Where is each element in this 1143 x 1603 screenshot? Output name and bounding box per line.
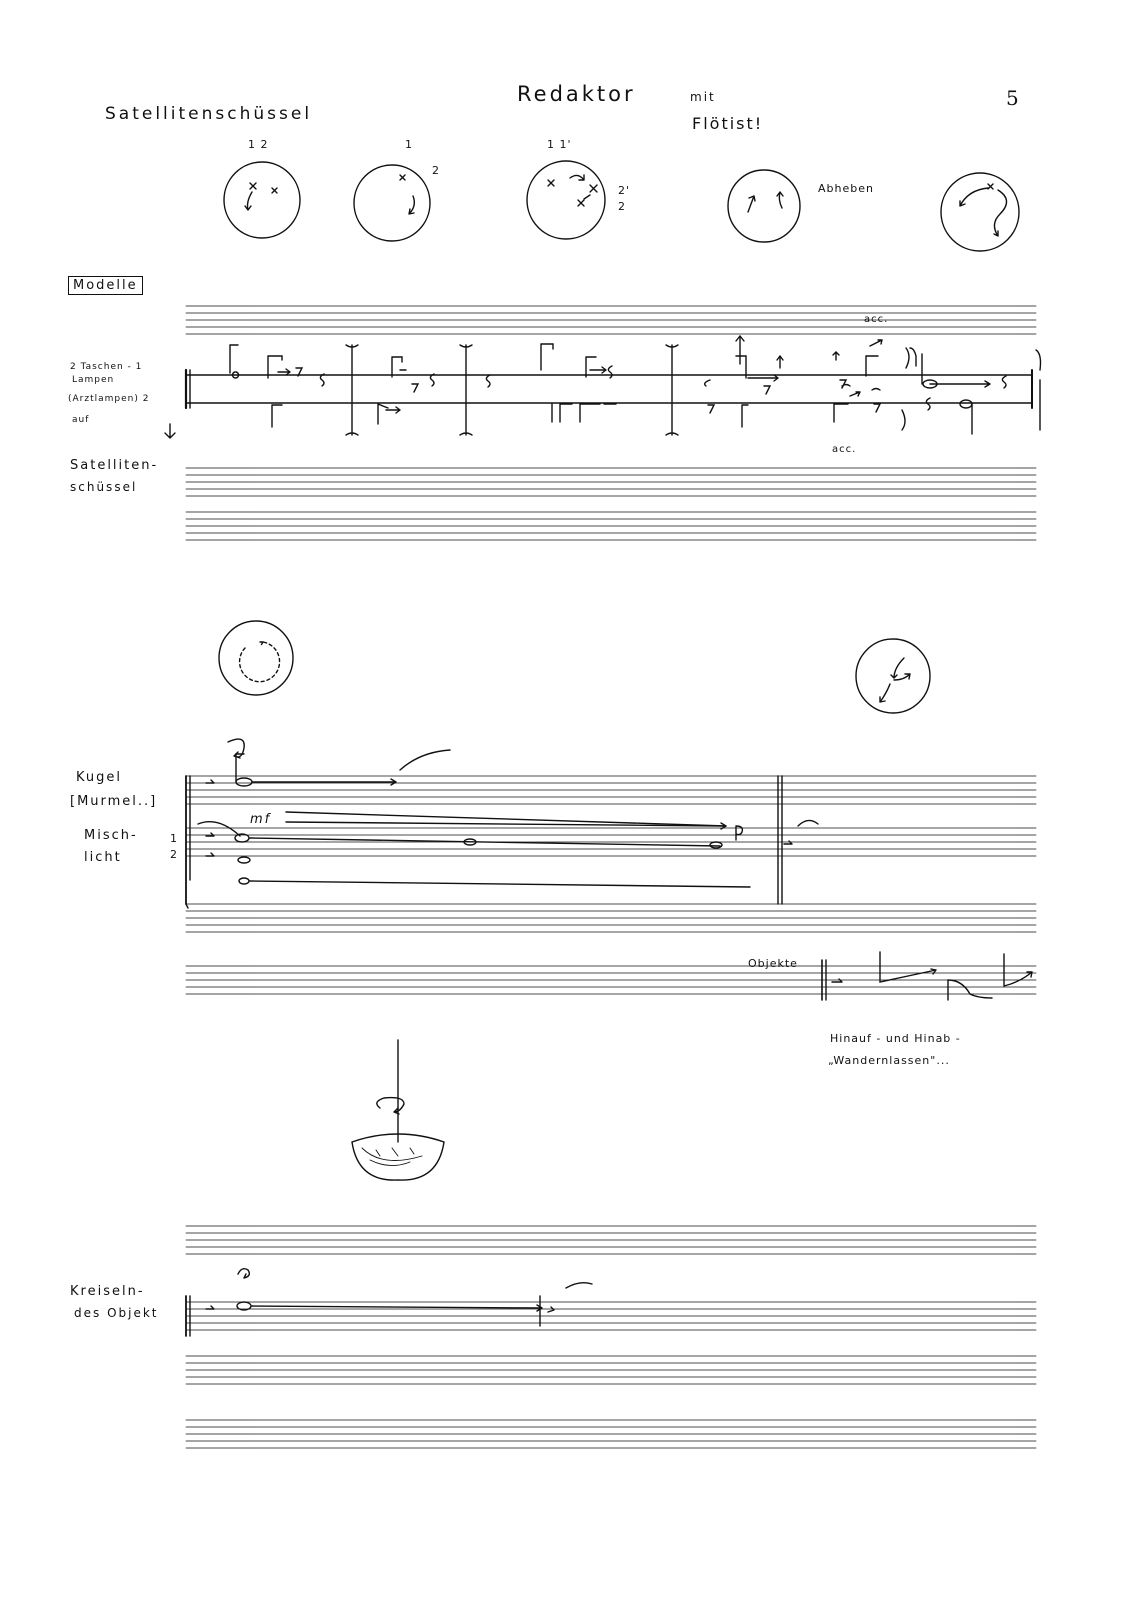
mischlicht-num2: 2 [170, 848, 178, 861]
system1-staff-bottom [186, 468, 1036, 496]
page-title: Redaktor [517, 82, 636, 106]
diagram-circle-1 [224, 162, 300, 238]
circle2-number-a: 1 [405, 138, 413, 151]
circle3-numbers: 1 1' [547, 138, 572, 151]
system2-staff-top [186, 776, 1036, 804]
system4-staff-top [186, 1226, 1036, 1254]
abheben-label: Abheben [818, 182, 874, 195]
diagram-circle-6 [219, 621, 293, 695]
system4-staff-low [186, 1356, 1036, 1384]
label-arztlampen: (Arztlampen) 2 [68, 394, 150, 404]
objekte-label: Objekte [748, 957, 798, 970]
system2-staff-mid [186, 828, 1036, 856]
instruction-line1: Hinauf - und Hinab - [830, 1032, 961, 1045]
diagram-circle-7 [856, 639, 930, 713]
note-mit: mit [690, 90, 716, 104]
circle1-numbers: 1 2 [248, 138, 269, 151]
system3-notes [822, 952, 1032, 1000]
label-satelliten: Satelliten- [70, 458, 159, 473]
system1-notes [230, 336, 1006, 435]
circle3-side-a: 2' [618, 184, 631, 197]
label-lampen: Lampen [72, 375, 115, 385]
label-taschen: 2 Taschen - 1 [70, 362, 143, 372]
section-label: Satellitenschüssel [105, 104, 313, 124]
label-kugel: Kugel [76, 770, 122, 785]
system4-staff-bottom [186, 1420, 1036, 1448]
note-floetist: Flötist! [692, 114, 764, 133]
system1-percussion-lines [165, 350, 1041, 438]
label-schuessel: schüssel [70, 480, 138, 494]
label-misch: Misch- [84, 828, 138, 843]
label-murmel: [Murmel..] [70, 794, 158, 809]
diagram-circle-4 [728, 170, 800, 242]
mischlicht-num1: 1 [170, 832, 178, 845]
label-kreiseln: Kreiseln- [70, 1284, 145, 1299]
system2-notes [186, 739, 818, 908]
system2-staff-bottom [186, 904, 1036, 932]
diagram-circle-2 [354, 165, 430, 241]
system1-staff-lower [186, 512, 1036, 540]
modelle-box: Modelle [68, 276, 143, 295]
system1-staff-top [186, 306, 1036, 334]
circle2-number-b: 2 [432, 164, 440, 177]
dynamic-mf: mf [250, 812, 272, 827]
label-des-objekt: des Objekt [74, 1306, 159, 1320]
acc-top: acc. [864, 314, 889, 325]
system3-staff [186, 966, 1036, 994]
page-number: 5 [1006, 86, 1019, 110]
diagram-circle-3 [527, 161, 605, 239]
circle3-side-b: 2 [618, 200, 626, 213]
diagram-circle-5 [941, 173, 1019, 251]
spinning-top-drawing [352, 1040, 444, 1180]
acc-bottom: acc. [832, 444, 857, 455]
instruction-line2: „Wandernlassen"... [828, 1054, 950, 1067]
label-licht: licht [84, 850, 122, 865]
label-auf: auf [72, 415, 90, 425]
